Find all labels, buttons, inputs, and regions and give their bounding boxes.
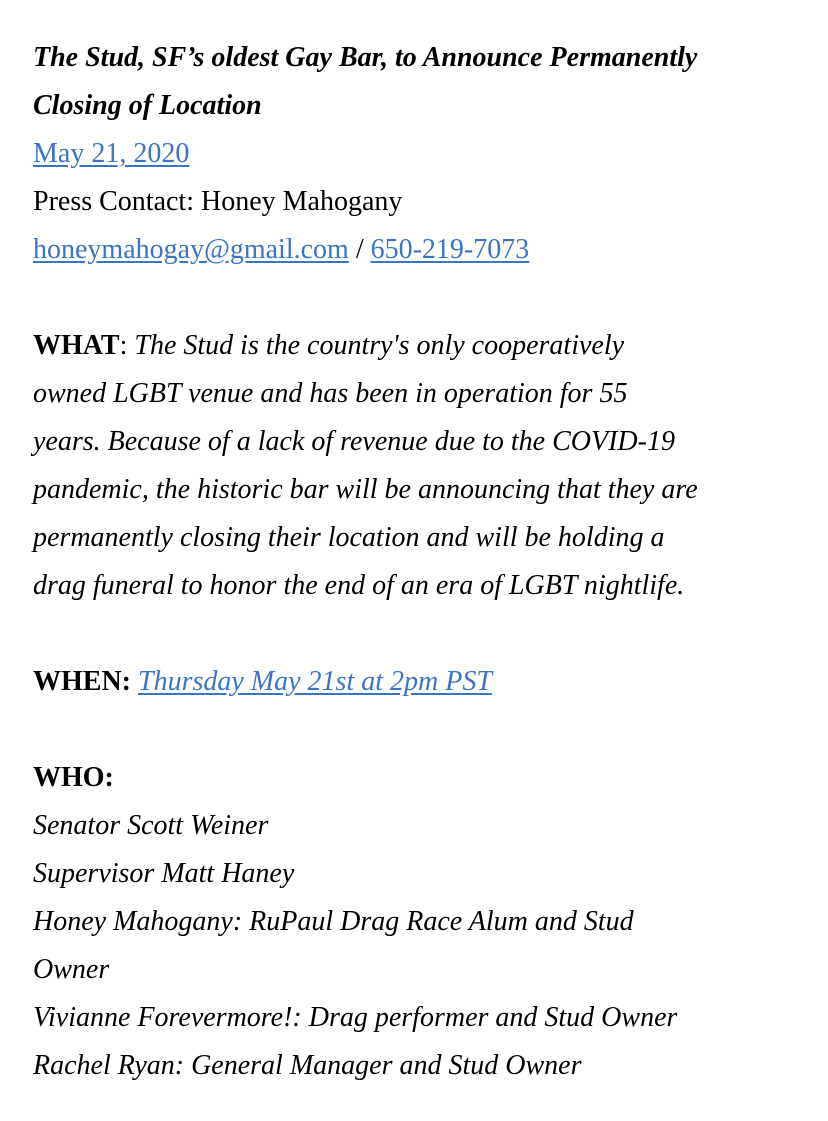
contact-separator: /	[348, 234, 371, 265]
headline	[33, 34, 803, 130]
who-section	[33, 754, 803, 1090]
what-label: WHAT	[33, 330, 120, 361]
who-item-3-cont: Owner	[33, 954, 110, 985]
who-item-1: Senator Scott Weiner	[33, 810, 269, 841]
what-colon: :	[119, 330, 135, 361]
press-release	[33, 34, 803, 1090]
what-line-1	[33, 322, 803, 370]
date-link[interactable]: May 21, 2020	[33, 138, 190, 169]
who-item-5: Rachel Ryan: General Manager and Stud Owner	[33, 1050, 582, 1081]
what-text-2: owned LGBT venue and has been in operation for 55	[33, 378, 628, 409]
what-section	[33, 322, 803, 610]
what-text-4: pandemic, the historic bar will be announcing that they are	[33, 474, 698, 505]
when-label: WHEN:	[33, 666, 138, 697]
who-item-4: Vivianne Forevermore!: Drag performer and Stud Owner	[33, 1002, 678, 1033]
spacer	[33, 274, 803, 322]
date-row	[33, 130, 803, 178]
press-contact: Press Contact: Honey Mahogany	[33, 186, 403, 217]
who-label: WHO:	[33, 762, 114, 793]
headline-line-1: The Stud, SF’s oldest Gay Bar, to Announce Permanently	[33, 42, 698, 73]
spacer	[33, 706, 803, 754]
what-text-5: permanently closing their location and will be holding a	[33, 522, 665, 553]
spacer	[33, 610, 803, 658]
who-item-2: Supervisor Matt Haney	[33, 858, 295, 889]
what-text-6: drag funeral to honor the end of an era of LGBT nightlife.	[33, 570, 685, 601]
phone-link[interactable]: 650-219-7073	[370, 234, 530, 265]
who-item-3: Honey Mahogany: RuPaul Drag Race Alum and Stud	[33, 906, 634, 937]
when-row	[33, 658, 803, 706]
what-text-1: The Stud is the country's only cooperatively	[134, 330, 625, 361]
email-link[interactable]: honeymahogay@gmail.com	[33, 234, 349, 265]
when-link[interactable]: Thursday May 21st at 2pm PST	[138, 666, 492, 697]
contact-row	[33, 226, 803, 274]
what-text-3: years. Because of a lack of revenue due to the COVID-19	[33, 426, 675, 457]
headline-line-2: Closing of Location	[33, 90, 262, 121]
